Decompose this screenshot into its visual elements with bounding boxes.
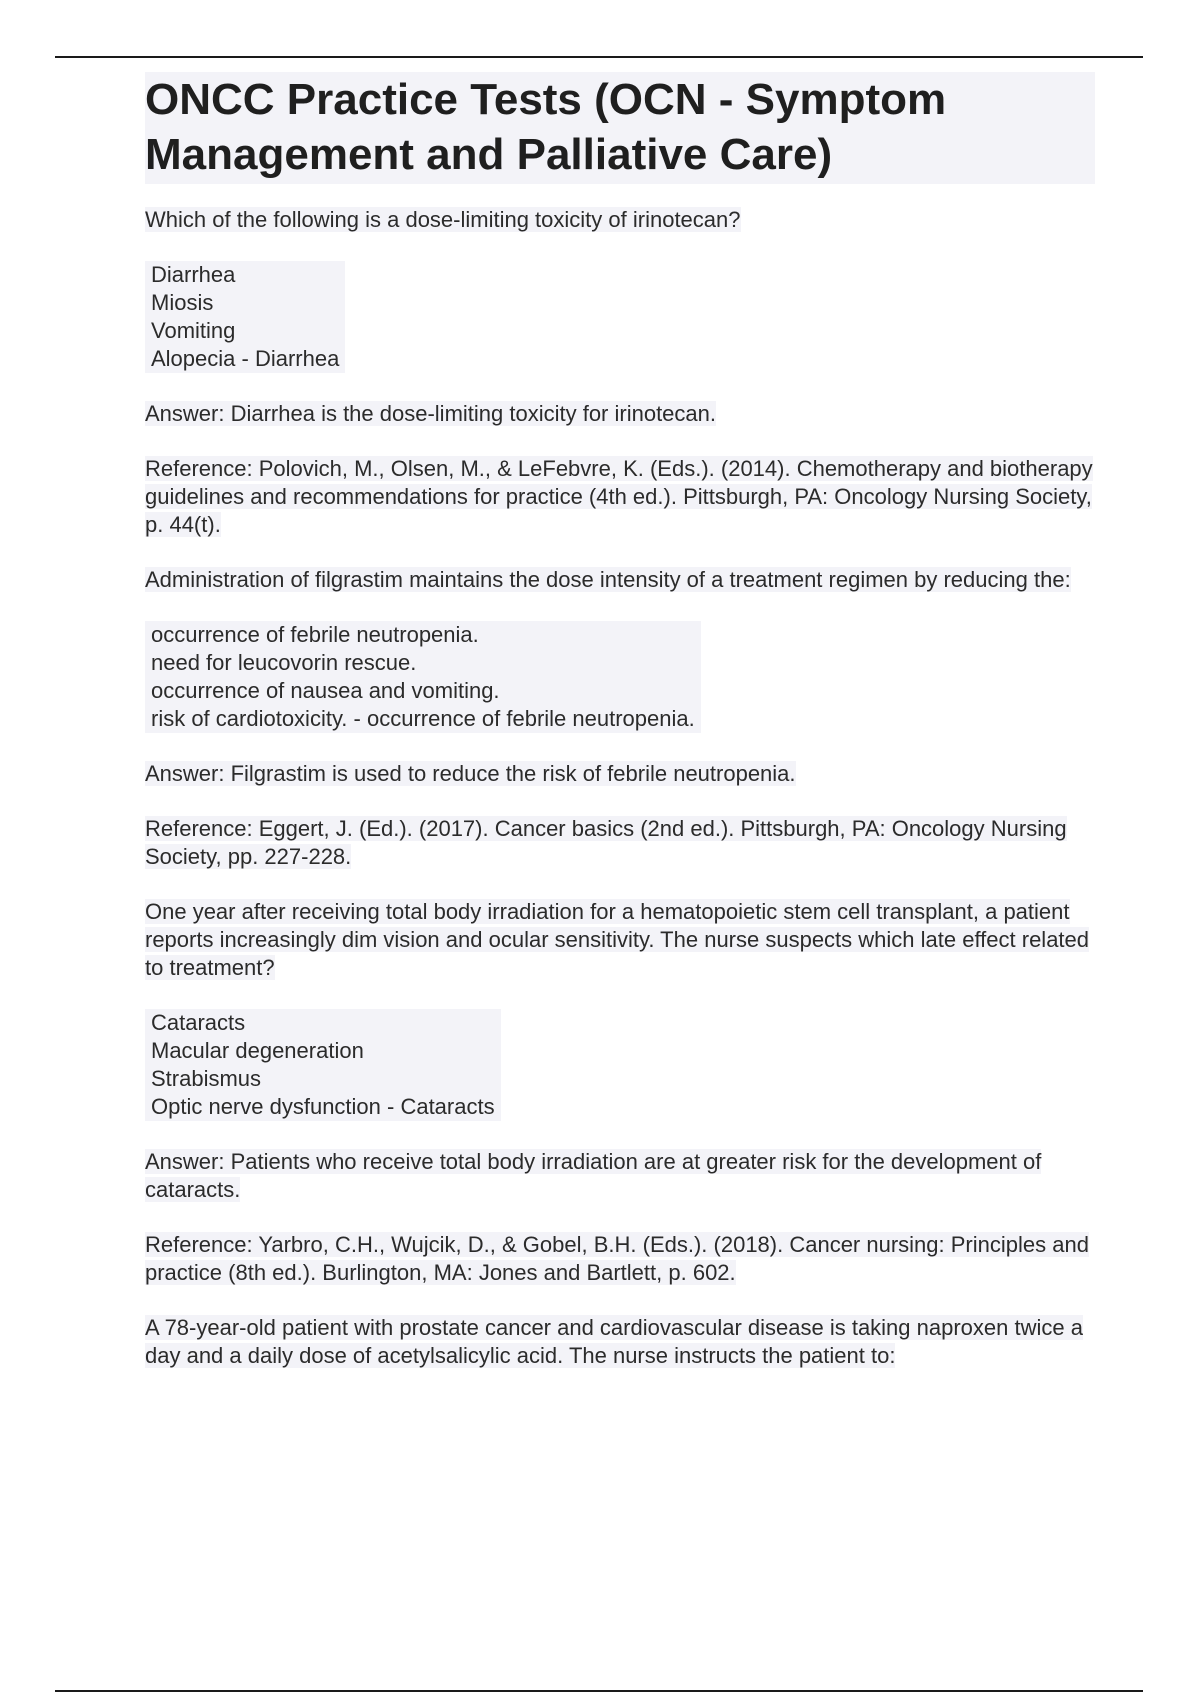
answer-text xyxy=(145,400,1095,428)
question-2-answer: Answer: Filgrastim is used to reduce the risk of febrile neutropenia. xyxy=(145,761,796,786)
option-item: occurrence of nausea and vomiting. xyxy=(151,678,500,703)
top-divider xyxy=(55,56,1143,58)
question-text xyxy=(145,1314,1095,1370)
document-body xyxy=(145,72,1095,1397)
option-item: Macular degeneration xyxy=(151,1038,364,1063)
option-item: Strabismus xyxy=(151,1066,262,1091)
question-3-text: One year after receiving total body irradiation for a hematopoietic stem cell transplant, a patient reports increasingly dim vision and ocular sensitivity. The nurse suspects which late effect related to treatment? xyxy=(145,899,1090,980)
option-item: Alopecia - Diarrhea xyxy=(151,346,340,371)
question-1-options xyxy=(145,261,345,373)
question-2-options xyxy=(145,621,701,733)
option-item: Miosis xyxy=(151,290,214,315)
question-2-reference: Reference: Eggert, J. (Ed.). (2017). Cancer basics (2nd ed.). Pittsburgh, PA: Oncology Nursing Society, pp. 227-228. xyxy=(145,816,1067,869)
option-item: need for leucovorin rescue. xyxy=(151,650,417,675)
question-1-reference: Reference: Polovich, M., Olsen, M., & LeFebvre, K. (Eds.). (2014). Chemotherapy and biotherapy guidelines and recommendations for practice (4th ed.). Pittsburgh, PA: Oncology Nursing Society, p. 44(t). xyxy=(145,456,1093,537)
question-text xyxy=(145,566,1095,594)
reference-text xyxy=(145,1231,1095,1287)
answer-text xyxy=(145,1148,1095,1204)
option-item: Diarrhea xyxy=(151,262,236,287)
bottom-divider xyxy=(55,1690,1143,1692)
option-item: Vomiting xyxy=(151,318,236,343)
question-3-reference: Reference: Yarbro, C.H., Wujcik, D., & Gobel, B.H. (Eds.). (2018). Cancer nursing: Principles and practice (8th ed.). Burlington, MA: Jones and Bartlett, p. 602. xyxy=(145,1232,1089,1285)
question-1-answer: Answer: Diarrhea is the dose-limiting toxicity for irinotecan. xyxy=(145,401,717,426)
option-item: occurrence of febrile neutropenia. xyxy=(151,622,479,647)
option-item: Optic nerve dysfunction - Cataracts xyxy=(151,1094,495,1119)
question-1-text: Which of the following is a dose-limiting toxicity of irinotecan? xyxy=(145,207,741,232)
page-title: ONCC Practice Tests (OCN - Symptom Management and Palliative Care) xyxy=(145,72,1095,184)
option-item: Cataracts xyxy=(151,1010,246,1035)
question-text xyxy=(145,898,1095,982)
question-3-options xyxy=(145,1009,501,1121)
option-item: risk of cardiotoxicity. - occurrence of febrile neutropenia. xyxy=(151,706,695,731)
question-4-text: A 78-year-old patient with prostate cancer and cardiovascular disease is taking naproxen twice a day and a daily dose of acetylsalicylic acid. The nurse instructs the patient to: xyxy=(145,1315,1083,1368)
reference-text xyxy=(145,815,1095,871)
question-2-text: Administration of filgrastim maintains the dose intensity of a treatment regimen by reducing the: xyxy=(145,567,1071,592)
answer-text xyxy=(145,760,1095,788)
question-3-answer: Answer: Patients who receive total body irradiation are at greater risk for the development of cataracts. xyxy=(145,1149,1042,1202)
question-text xyxy=(145,206,1095,234)
reference-text xyxy=(145,455,1095,539)
